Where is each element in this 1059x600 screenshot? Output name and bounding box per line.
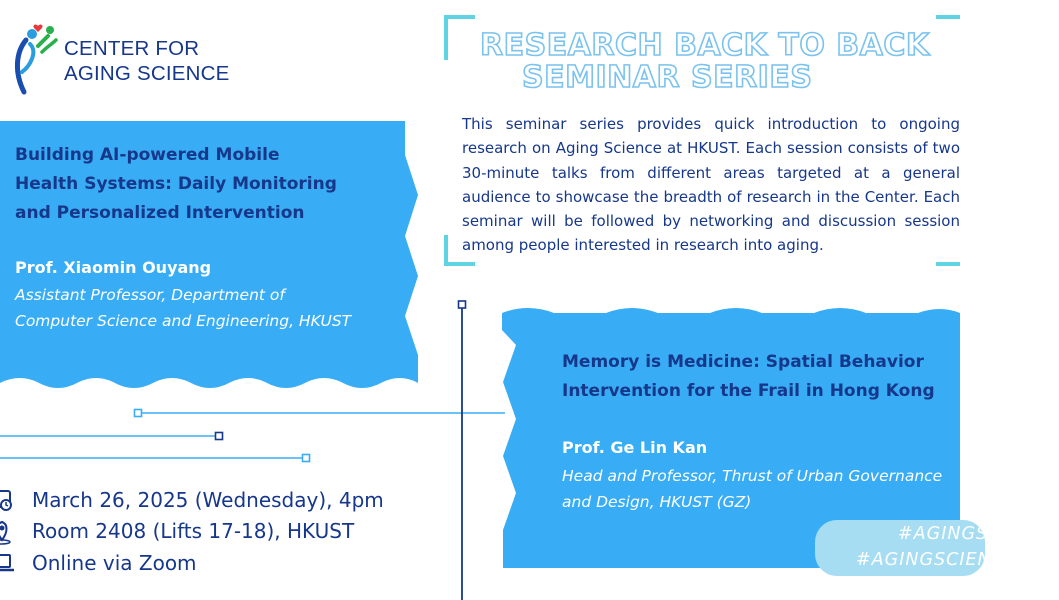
talk-1-role-line2: Computer Science and Engineering, HKUST [15, 312, 352, 330]
talk-1-title-line3: and Personalized Intervention [15, 203, 305, 223]
event-online-row [0, 548, 197, 578]
event-date: March 26, 2025 (Wednesday), 4pm [32, 488, 384, 512]
location-pin-icon [0, 516, 32, 546]
talk-1-title-line2: Health Systems: Daily Monitoring [15, 174, 337, 194]
hashtag-line2: #AGINGSCIENCE [856, 550, 1017, 570]
hashtag-line1: #AGINGSCIENCE [898, 524, 1059, 544]
talk-1-speaker: Prof. Xiaomin Ouyang [15, 258, 212, 277]
talk-1-title-line1: Building AI-powered Mobile [15, 145, 280, 165]
talk-2-title-line2: Intervention for the Frail in Hong Kong [562, 381, 935, 401]
talk-2-title [562, 348, 935, 406]
talk-2-speaker: Prof. Ge Lin Kan [562, 438, 708, 457]
event-venue: Room 2408 (Lifts 17-18), HKUST [32, 519, 355, 543]
event-online: Online via Zoom [32, 551, 197, 575]
series-title-line2: SEMINAR SERIES [522, 60, 813, 95]
talk-2-speaker-role [562, 463, 942, 515]
center-name-line1: CENTER FOR [64, 37, 200, 60]
laptop-icon [0, 548, 32, 578]
calendar-clock-icon [0, 485, 32, 515]
talk-2-role-line1: Head and Professor, Thrust of Urban Governance [562, 467, 943, 485]
talk-2-role-line2: and Design, HKUST (GZ) [562, 493, 752, 511]
center-name-line2: AGING SCIENCE [64, 62, 230, 85]
event-venue-row [0, 516, 354, 546]
talk-2-title-line1: Memory is Medicine: Spatial Behavior [562, 352, 924, 372]
series-title-line1: RESEARCH BACK TO BACK [480, 28, 930, 63]
hashtag-text [856, 521, 1059, 573]
talk-1-role-line1: Assistant Professor, Department of [15, 286, 285, 304]
event-date-row [0, 485, 384, 515]
series-description: This seminar series provides quick introduction to ongoing research on Aging Science at HKUST. Each session consists of two 30-minute talks from different areas targeted at a general audience to showcase the breadth of research in the Center. Each seminar will be followed by networking and discussion session among people interested in research into aging. [462, 115, 960, 255]
